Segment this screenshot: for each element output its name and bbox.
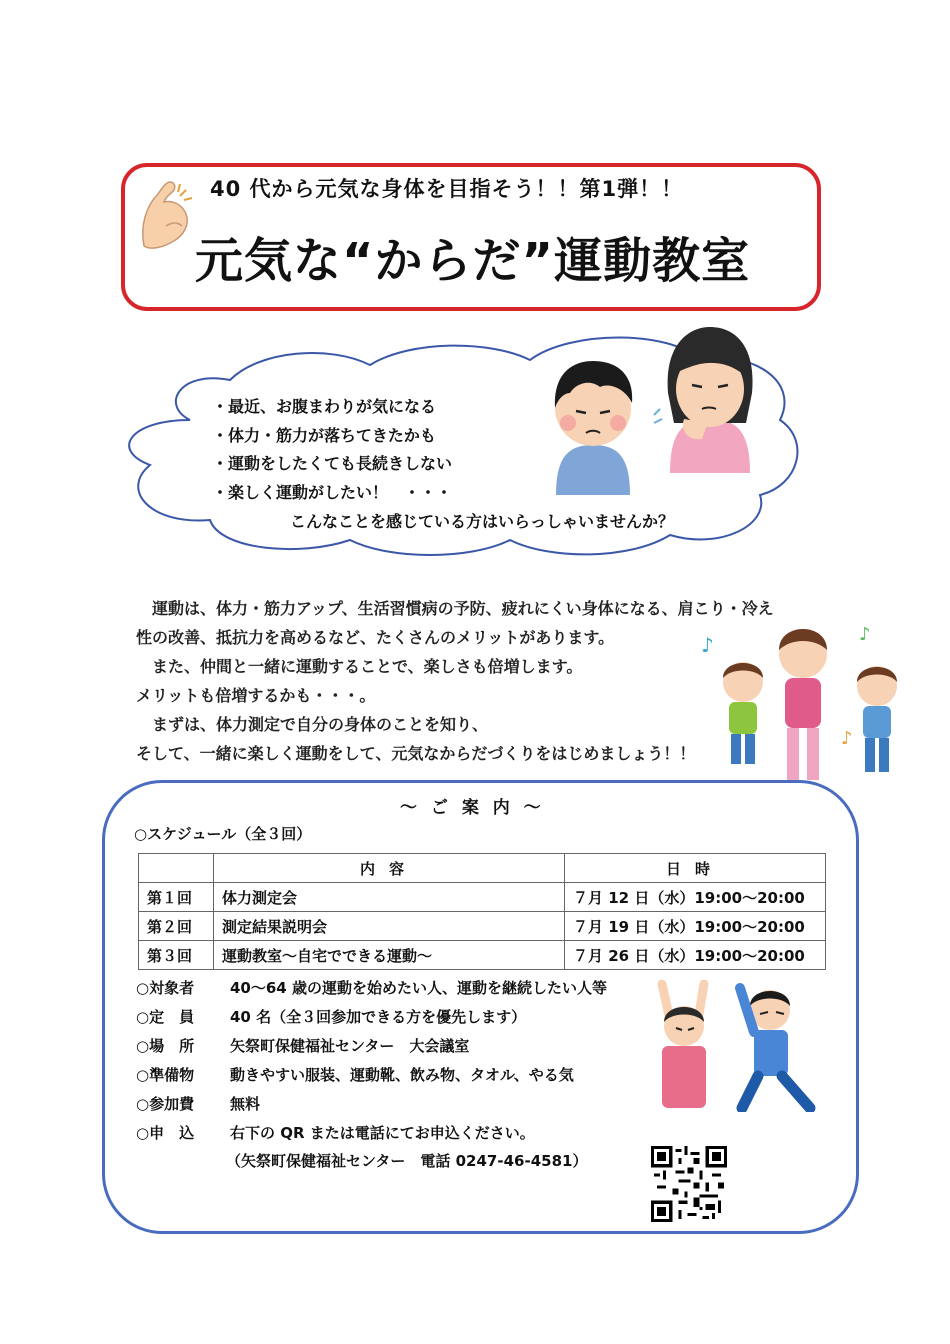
table-cell: ７月 19 日（水）19:00～20:00 <box>565 912 826 941</box>
detail-label: ○場 所 <box>136 1037 195 1055</box>
dancing-family-icon <box>695 612 920 784</box>
detail-label: ○対象者 <box>136 979 195 997</box>
table-header-row <box>139 854 826 883</box>
concern-item: ・体力・筋力が落ちてきたかも <box>212 426 436 445</box>
concern-item: ・最近、お腹まわりが気になる <box>212 397 437 416</box>
table-cell: 体力測定会 <box>214 883 565 912</box>
detail-label: ○準備物 <box>136 1066 195 1084</box>
table-cell: 第３回 <box>139 941 214 970</box>
table-cell: ７月 12 日（水）19:00～20:00 <box>565 883 826 912</box>
page-title: 元気な“からだ”運動教室 <box>195 233 751 289</box>
schedule-table <box>138 853 826 970</box>
detail-label: ○定 員 <box>136 1008 195 1026</box>
body-line: メリットも倍増するかも・・・。 <box>136 686 376 705</box>
qr-code-icon[interactable] <box>651 1146 727 1222</box>
info-title: ～ ご 案 内 ～ <box>400 798 545 818</box>
table-cell: 第２回 <box>139 912 214 941</box>
body-line: また、仲間と一緒に運動することで、楽しさも倍増します。 <box>136 657 583 676</box>
worried-woman-icon <box>650 323 760 473</box>
detail-value: 動きやすい服装、運動靴、飲み物、タオル、やる気 <box>230 1066 574 1084</box>
detail-label: ○参加費 <box>136 1095 195 1113</box>
body-line: 性の改善、抵抗力を高めるなど、たくさんのメリットがあります。 <box>136 628 615 647</box>
detail-value: 矢祭町保健福祉センター 大会議室 <box>230 1037 470 1055</box>
schedule-heading: ○スケジュール（全３回） <box>134 825 312 843</box>
table-header <box>139 854 214 883</box>
detail-label: ○申 込 <box>136 1124 195 1142</box>
svg-text:♪: ♪ <box>841 728 853 749</box>
concern-item: ・運動をしたくても長続きしない <box>212 454 453 473</box>
table-row <box>139 912 826 941</box>
table-header: 内容 <box>214 854 565 883</box>
body-line: そして、一緒に楽しく運動をして、元気なからだづくりをはじめましょう！！ <box>136 744 696 763</box>
worried-boy-icon <box>548 353 638 495</box>
svg-text:♪: ♪ <box>701 633 714 657</box>
table-cell: 第１回 <box>139 883 214 912</box>
table-row <box>139 941 826 970</box>
concern-item: ・楽しく運動がしたい！ ・・・ <box>212 483 453 502</box>
table-cell: 運動教室～自宅でできる運動～ <box>214 941 565 970</box>
detail-value: 右下の QR または電話にてお申込ください。 <box>230 1124 535 1142</box>
table-cell: 測定結果説明会 <box>214 912 565 941</box>
table-header: 日時 <box>565 854 826 883</box>
detail-value: 40 名（全３回参加できる方を優先します） <box>230 1008 527 1026</box>
table-row <box>139 883 826 912</box>
contact-line: （矢祭町保健福祉センター 電話 0247-46-4581） <box>226 1152 588 1170</box>
flexed-arm-icon <box>136 176 198 254</box>
svg-text:♪: ♪ <box>859 624 871 645</box>
stretching-couple-icon <box>640 980 830 1112</box>
detail-value: 40～64 歳の運動を始めたい人、運動を継続したい人等 <box>230 979 607 997</box>
table-cell: ７月 26 日（水）19:00～20:00 <box>565 941 826 970</box>
body-line: まずは、体力測定で自分の身体のことを知り、 <box>136 715 489 734</box>
subtitle: 40 代から元気な身体を目指そう！！第1弾！！ <box>210 177 684 201</box>
body-line: 運動は、体力・筋力アップ、生活習慣病の予防、疲れにくい身体になる、肩こり・冷え <box>136 599 774 618</box>
detail-value: 無料 <box>230 1095 261 1113</box>
concern-question: こんなことを感じている方はいらっしゃいませんか？ <box>290 512 675 531</box>
